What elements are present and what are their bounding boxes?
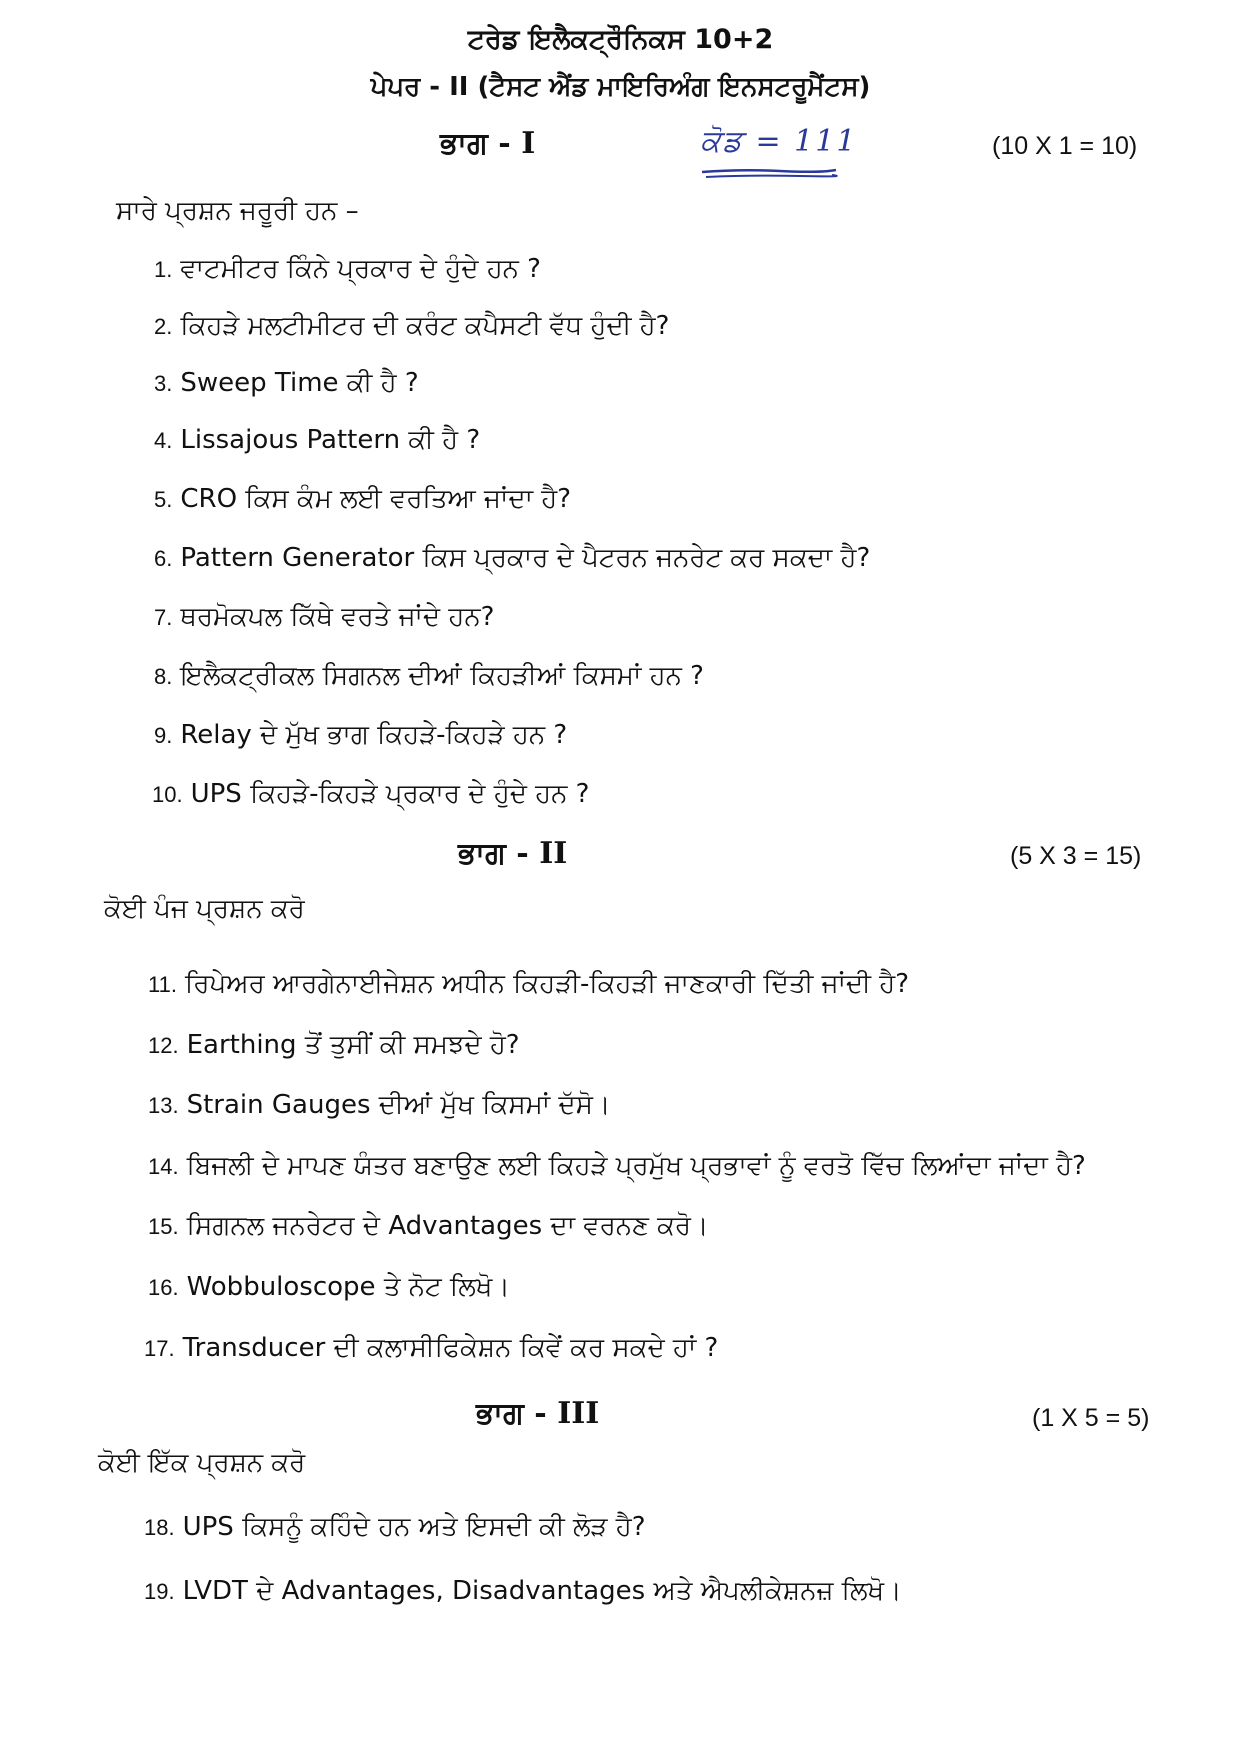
question-text: ਬਿਜਲੀ ਦੇ ਮਾਪਣ ਯੰਤਰ ਬਣਾਉਣ ਲਈ ਕਿਹੜੇ ਪ੍ਰਮੁੱਖ ਪ੍ਰਭਾਵਾਂ ਨੂੰ ਵਰਤੋ ਵਿੱਚ ਲਿਆਂਦਾ ਜਾਂਦਾ ਹੈ? [186,1151,1086,1181]
question-9 [154,720,567,751]
question-number: 5. [154,487,173,512]
question-number: 13. [148,1093,179,1118]
question-19 [144,1576,902,1607]
question-2 [154,311,669,342]
question-number: 10. [152,782,183,807]
question-number: 14. [148,1154,179,1179]
question-13 [148,1090,610,1121]
part-2-instruction: ਕੋਈ ਪੰਜ ਪ੍ਰਸ਼ਨ ਕਰੋ [104,894,305,924]
question-text: ਕਿਹੜੇ ਮਲਟੀਮੀਟਰ ਦੀ ਕਰੰਟ ਕਪੈਸਟੀ ਵੱਧ ਹੁੰਦੀ ਹੈ? [180,311,670,341]
paper-title: ਟਰੇਡ ਇਲੈਕਟ੍ਰੌਨਿਕਸ 10+2 [467,24,774,55]
question-number: 3. [154,371,173,396]
question-number: 12. [148,1033,179,1058]
question-text: Transducer ਦੀ ਕਲਾਸੀਫਿਕੇਸ਼ਨ ਕਿਵੇਂ ਕਰ ਸਕਦੇ ਹਾਂ ? [182,1333,719,1363]
question-text: Earthing ਤੋਂ ਤੁਸੀਂ ਕੀ ਸਮਝਦੇ ਹੋ? [186,1030,520,1060]
question-15 [148,1211,709,1242]
question-6 [154,543,870,574]
question-number: 16. [148,1275,179,1300]
question-number: 17. [144,1336,175,1361]
question-16 [148,1272,510,1303]
question-text: Sweep Time ਕੀ ਹੈ ? [180,368,419,398]
part-3-marks: (1 X 5 = 5) [1032,1404,1150,1432]
question-5 [154,484,571,515]
handwritten-code-text: ਕੋਡ = 111 [700,124,858,159]
paper-subtitle: ਪੇਪਰ - II (ਟੈਸਟ ਐਂਡ ਮਾਇਰਿਅੰਗ ਇਨਸਟਰੂਮੈਂਟਸ) [370,72,871,102]
question-17 [144,1333,718,1364]
part-2-marks: (5 X 3 = 15) [1010,842,1142,870]
question-number: 2. [154,314,173,339]
part-3-instruction: ਕੋਈ ਇੱਕ ਪ੍ਰਸ਼ਨ ਕਰੋ [98,1448,306,1478]
question-14 [148,1151,1086,1182]
question-text: CRO ਕਿਸ ਕੰਮ ਲਈ ਵਰਤਿਆ ਜਾਂਦਾ ਹੈ? [180,484,572,514]
question-text: ਇਲੈਕਟ੍ਰੀਕਲ ਸਿਗਨਲ ਦੀਆਂ ਕਿਹੜੀਆਂ ਕਿਸਮਾਂ ਹਨ ? [180,661,704,691]
part-3-heading: ਭਾਗ - III [476,1396,600,1431]
question-text: LVDT ਦੇ Advantages, Disadvantages ਅਤੇ ਐਪਲੀਕੇਸ਼ਨਜ਼ ਲਿਖੋ। [182,1576,902,1606]
question-number: 15. [148,1214,179,1239]
question-text: ਰਿਪੇਅਰ ਆਰਗੇਨਾਈਜੇਸ਼ਨ ਅਧੀਨ ਕਿਹੜੀ-ਕਿਹੜੀ ਜਾਣਕਾਰੀ ਦਿੱਤੀ ਜਾਂਦੀ ਹੈ? [184,969,909,999]
question-4 [154,425,480,456]
question-text: ਵਾਟਮੀਟਰ ਕਿੰਨੇ ਪ੍ਰਕਾਰ ਦੇ ਹੁੰਦੇ ਹਨ ? [180,254,541,284]
question-18 [144,1512,646,1543]
question-number: 6. [154,546,173,571]
handwritten-underline [700,166,840,180]
handwritten-code-mark [700,124,858,184]
question-number: 11. [148,972,177,997]
question-number: 19. [144,1579,175,1604]
question-1 [154,254,541,285]
question-number: 8. [154,664,173,689]
question-3 [154,368,419,399]
question-text: Lissajous Pattern ਕੀ ਹੈ ? [180,425,481,455]
question-text: ਸਿਗਨਲ ਜਨਰੇਟਰ ਦੇ Advantages ਦਾ ਵਰਨਣ ਕਰੋ। [186,1211,709,1241]
question-number: 1. [154,257,173,282]
question-12 [148,1030,520,1061]
question-10 [152,779,589,810]
question-number: 18. [144,1515,175,1540]
question-8 [154,661,704,692]
question-text: UPS ਕਿਸਨੂੰ ਕਹਿੰਦੇ ਹਨ ਅਤੇ ਇਸਦੀ ਕੀ ਲੋੜ ਹੈ? [182,1512,646,1542]
question-text: Wobbuloscope ਤੇ ਨੋਟ ਲਿਖੋ। [186,1272,510,1302]
question-11 [148,969,909,1000]
question-number: 7. [154,605,173,630]
question-text: Strain Gauges ਦੀਆਂ ਮੁੱਖ ਕਿਸਮਾਂ ਦੱਸੋ। [186,1090,611,1120]
part-2-heading: ਭਾਗ - II [458,836,568,871]
question-text: Relay ਦੇ ਮੁੱਖ ਭਾਗ ਕਿਹੜੇ-ਕਿਹੜੇ ਹਨ ? [180,720,568,750]
question-7 [154,602,494,633]
question-number: 4. [154,428,173,453]
question-number: 9. [154,723,173,748]
part-1-heading: ਭਾਗ - I [440,126,536,161]
question-text: Pattern Generator ਕਿਸ ਪ੍ਰਕਾਰ ਦੇ ਪੈਟਰਨ ਜਨਰੇਟ ਕਰ ਸਕਦਾ ਹੈ? [180,543,871,573]
question-text: ਥਰਮੋਕਪਲ ਕਿੱਥੇ ਵਰਤੇ ਜਾਂਦੇ ਹਨ? [180,602,495,632]
part-1-instruction: ਸਾਰੇ ਪ੍ਰਸ਼ਨ ਜਰੂਰੀ ਹਨ – [116,196,359,226]
question-text: UPS ਕਿਹੜੇ-ਕਿਹੜੇ ਪ੍ਰਕਾਰ ਦੇ ਹੁੰਦੇ ਹਨ ? [190,779,590,809]
part-1-marks: (10 X 1 = 10) [992,132,1138,160]
